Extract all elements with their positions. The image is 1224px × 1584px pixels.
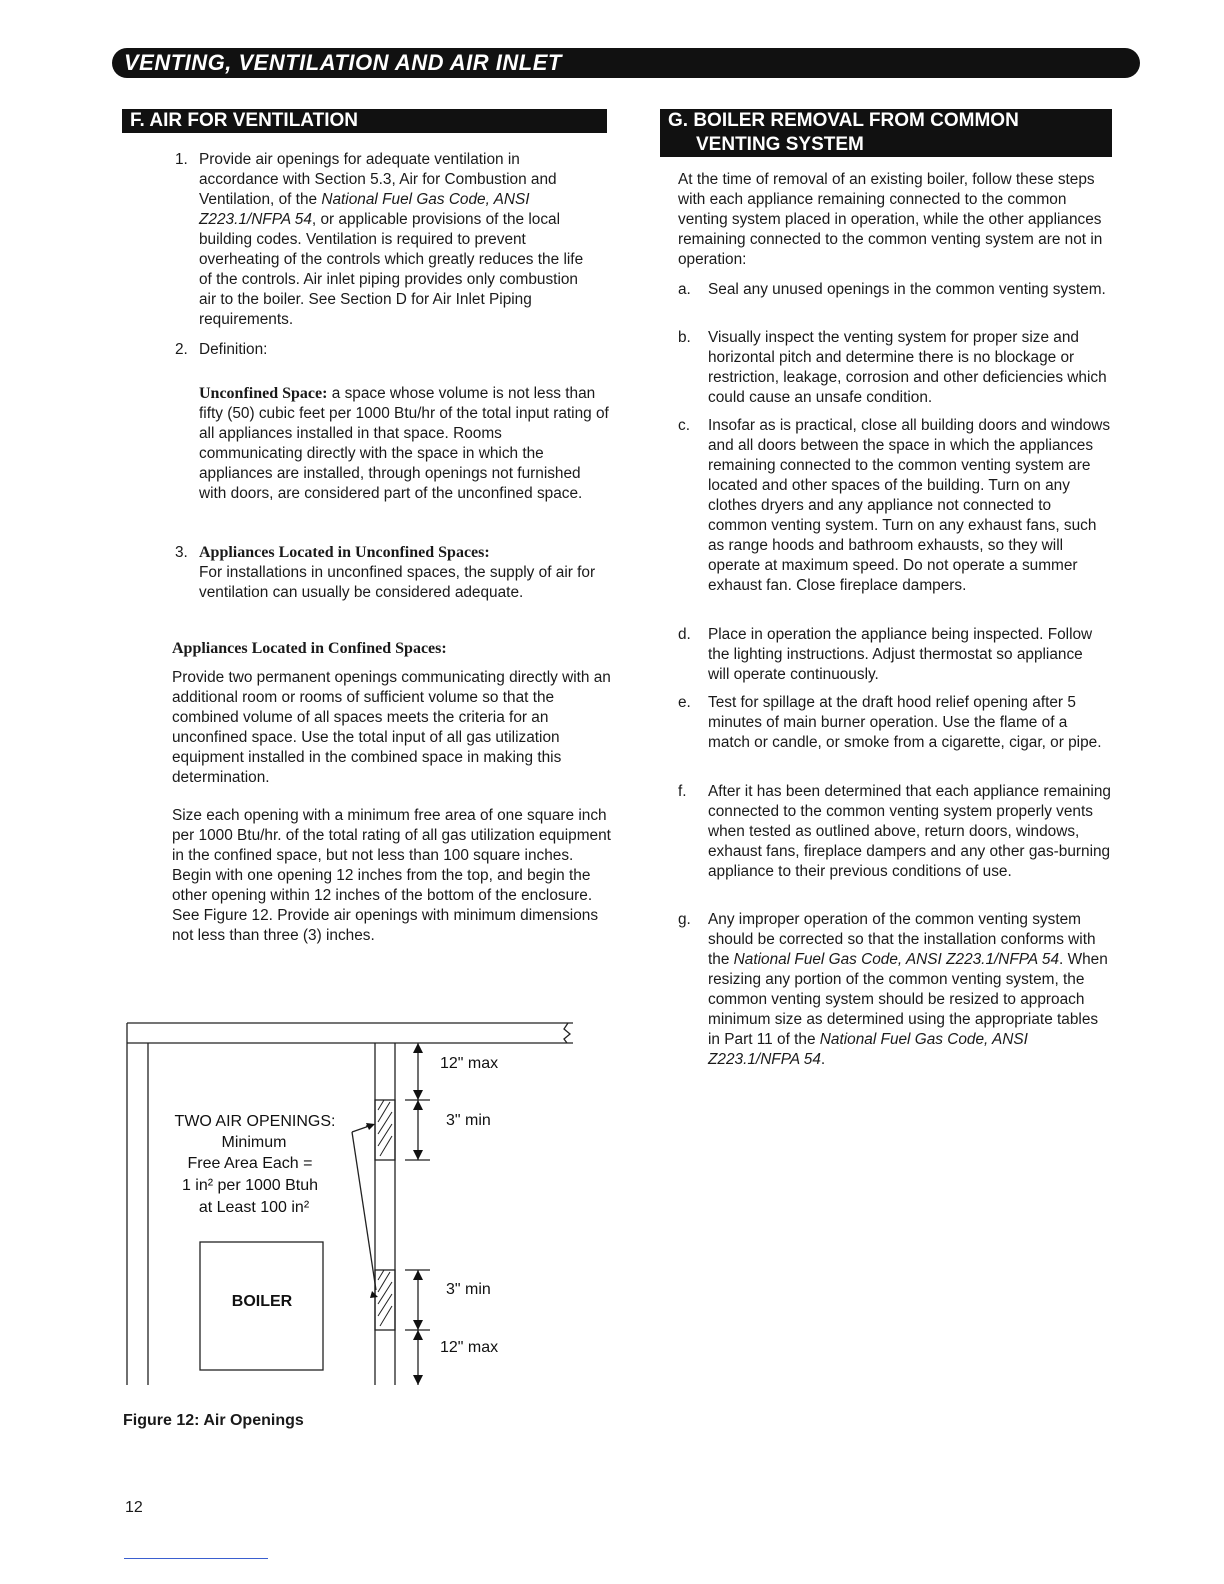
- section-g-intro: At the time of removal of an existing boiler, follow these steps with each appliance remaining connected to the common venting system placed in operation, while the other appliances remaining connected to the common venting system are not in operation:: [678, 171, 1103, 268]
- section-f-heading: F. AIR FOR VENTILATION: [122, 109, 607, 133]
- step-letter: f.: [678, 783, 687, 800]
- step-text: Seal any unused openings in the common venting system.: [708, 281, 1106, 298]
- footer-rule: [124, 1558, 268, 1559]
- step-letter: g.: [678, 911, 691, 928]
- section-g-heading: G. BOILER REMOVAL FROM COMMON VENTING SYSTEM: [660, 109, 1112, 157]
- step-letter: a.: [678, 281, 691, 298]
- dimension-label: 12" max: [440, 1339, 499, 1356]
- dimension-label: 12" max: [440, 1055, 499, 1072]
- confined-paragraph-2: Size each opening with a minimum free area of one square inch per 1000 Btu/hr. of the total rating of all gas utilization equipment in the confined space, but not less than 100 square inches. Begin with one opening 12 inches from the top, and begin the other opening within 12 inches of the bottom of the enclosure. See Figure 12. Provide air openings with minimum dimensions not less than three (3) inches.: [172, 807, 611, 944]
- step-text: Test for spillage at the draft hood relief opening after 5 minutes of main burner operation. Use the flame of a match or candle, or smoke from a cigarette, cigar, or pipe.: [708, 694, 1102, 751]
- callout-label: Minimum: [221, 1134, 287, 1151]
- item-number: 1.: [175, 151, 188, 168]
- callout-label: at Least 100 in²: [198, 1199, 310, 1216]
- step-letter: e.: [678, 694, 691, 711]
- item1-text: Provide air openings for adequate ventilation in accordance with Section 5.3, Air for Combustion and Ventilation, of the National Fuel Gas Code, ANSI Z223.1/NFPA 54, or applicable provisions of the local building codes. Ventilation is required to prevent overheating of the controls which greatly reduces the life of the controls. Air inlet piping provides only combustion air to the boiler. See Section D for Air Inlet Piping requirements.: [199, 151, 584, 328]
- step-text: Insofar as is practical, close all building doors and windows and all doors between the space in which the appliances remaining connected to the common venting system are located and other spaces of the building. Turn on any clothes dryers and any appliance not connected to common venting system. Turn on any exhaust fans, such as range hoods and bathroom exhausts, so they will operate at maximum speed. Do not operate a summer exhaust fan. Close fireplace dampers.: [708, 417, 1111, 594]
- step-letter: b.: [678, 329, 691, 346]
- confined-paragraph-1: Provide two permanent openings communicating directly with an additional room or rooms of sufficient volume so that the combined volume of all spaces meets the criteria for an unconfined space. Use the total input of all gas utilization equipment installed in the combined space in making this determination.: [172, 669, 611, 786]
- step-text: Any improper operation of the common venting system should be corrected so that the installation conforms with the National Fuel Gas Code, ANSI Z223.1/NFPA 54. When resizing any portion of the common venting system, the common venting system should be resized to approach minimum size as determined using the appropriate tables in Part 11 of the National Fuel Gas Code, ANSI Z223.1/NFPA 54.: [708, 911, 1108, 1068]
- step-text: Place in operation the appliance being inspected. Follow the lighting instructions. Adjust thermostat so appliance will operate continuously.: [708, 626, 1093, 683]
- item-number: 3.: [175, 544, 188, 561]
- upper-air-opening: [375, 1100, 395, 1160]
- dimension-label: 3" min: [446, 1112, 491, 1129]
- figure-caption: Figure 12: Air Openings: [123, 1412, 304, 1429]
- unconfined-definition: Unconfined Space: a space whose volume is not less than fifty (50) cubic feet per 1000 Btu/hr of the total input rating of all appliances installed in that space. Rooms communicating directly with the space in which the appliances are installed, through openings not furnished with doors, are considered part of the unconfined space.: [199, 385, 609, 502]
- item3-text: Appliances Located in Unconfined Spaces: For installations in unconfined spaces, the supply of air for ventilation can usually be considered adequate.: [199, 544, 596, 601]
- page-number: 12: [125, 1499, 143, 1516]
- callout-label: TWO AIR OPENINGS:: [174, 1113, 336, 1130]
- callout-label: Free Area Each =: [187, 1155, 313, 1172]
- dimension-label: 3" min: [446, 1281, 491, 1298]
- step-letter: c.: [678, 417, 690, 434]
- callout-label: 1 in² per 1000 Btuh: [181, 1177, 319, 1194]
- break-mark: [564, 1023, 570, 1043]
- item2-text: Definition:: [199, 341, 268, 358]
- step-text: After it has been determined that each appliance remaining connected to the common venting system properly vents when tested as outlined above, return doors, windows, exhaust fans, fireplace dampers and any other gas-burning appliance to their previous conditions of use.: [708, 783, 1111, 880]
- confined-heading: Appliances Located in Confined Spaces:: [172, 640, 447, 657]
- item-number: 2.: [175, 341, 188, 358]
- boiler-label: BOILER: [231, 1293, 293, 1310]
- lower-air-opening: [375, 1270, 395, 1330]
- step-letter: d.: [678, 626, 691, 643]
- chapter-banner: VENTING, VENTILATION AND AIR INLET: [112, 48, 1140, 78]
- step-text: Visually inspect the venting system for proper size and horizontal pitch and determine there is no blockage or restriction, leakage, corrosion and other deficiencies which could cause an unsafe condition.: [708, 329, 1107, 406]
